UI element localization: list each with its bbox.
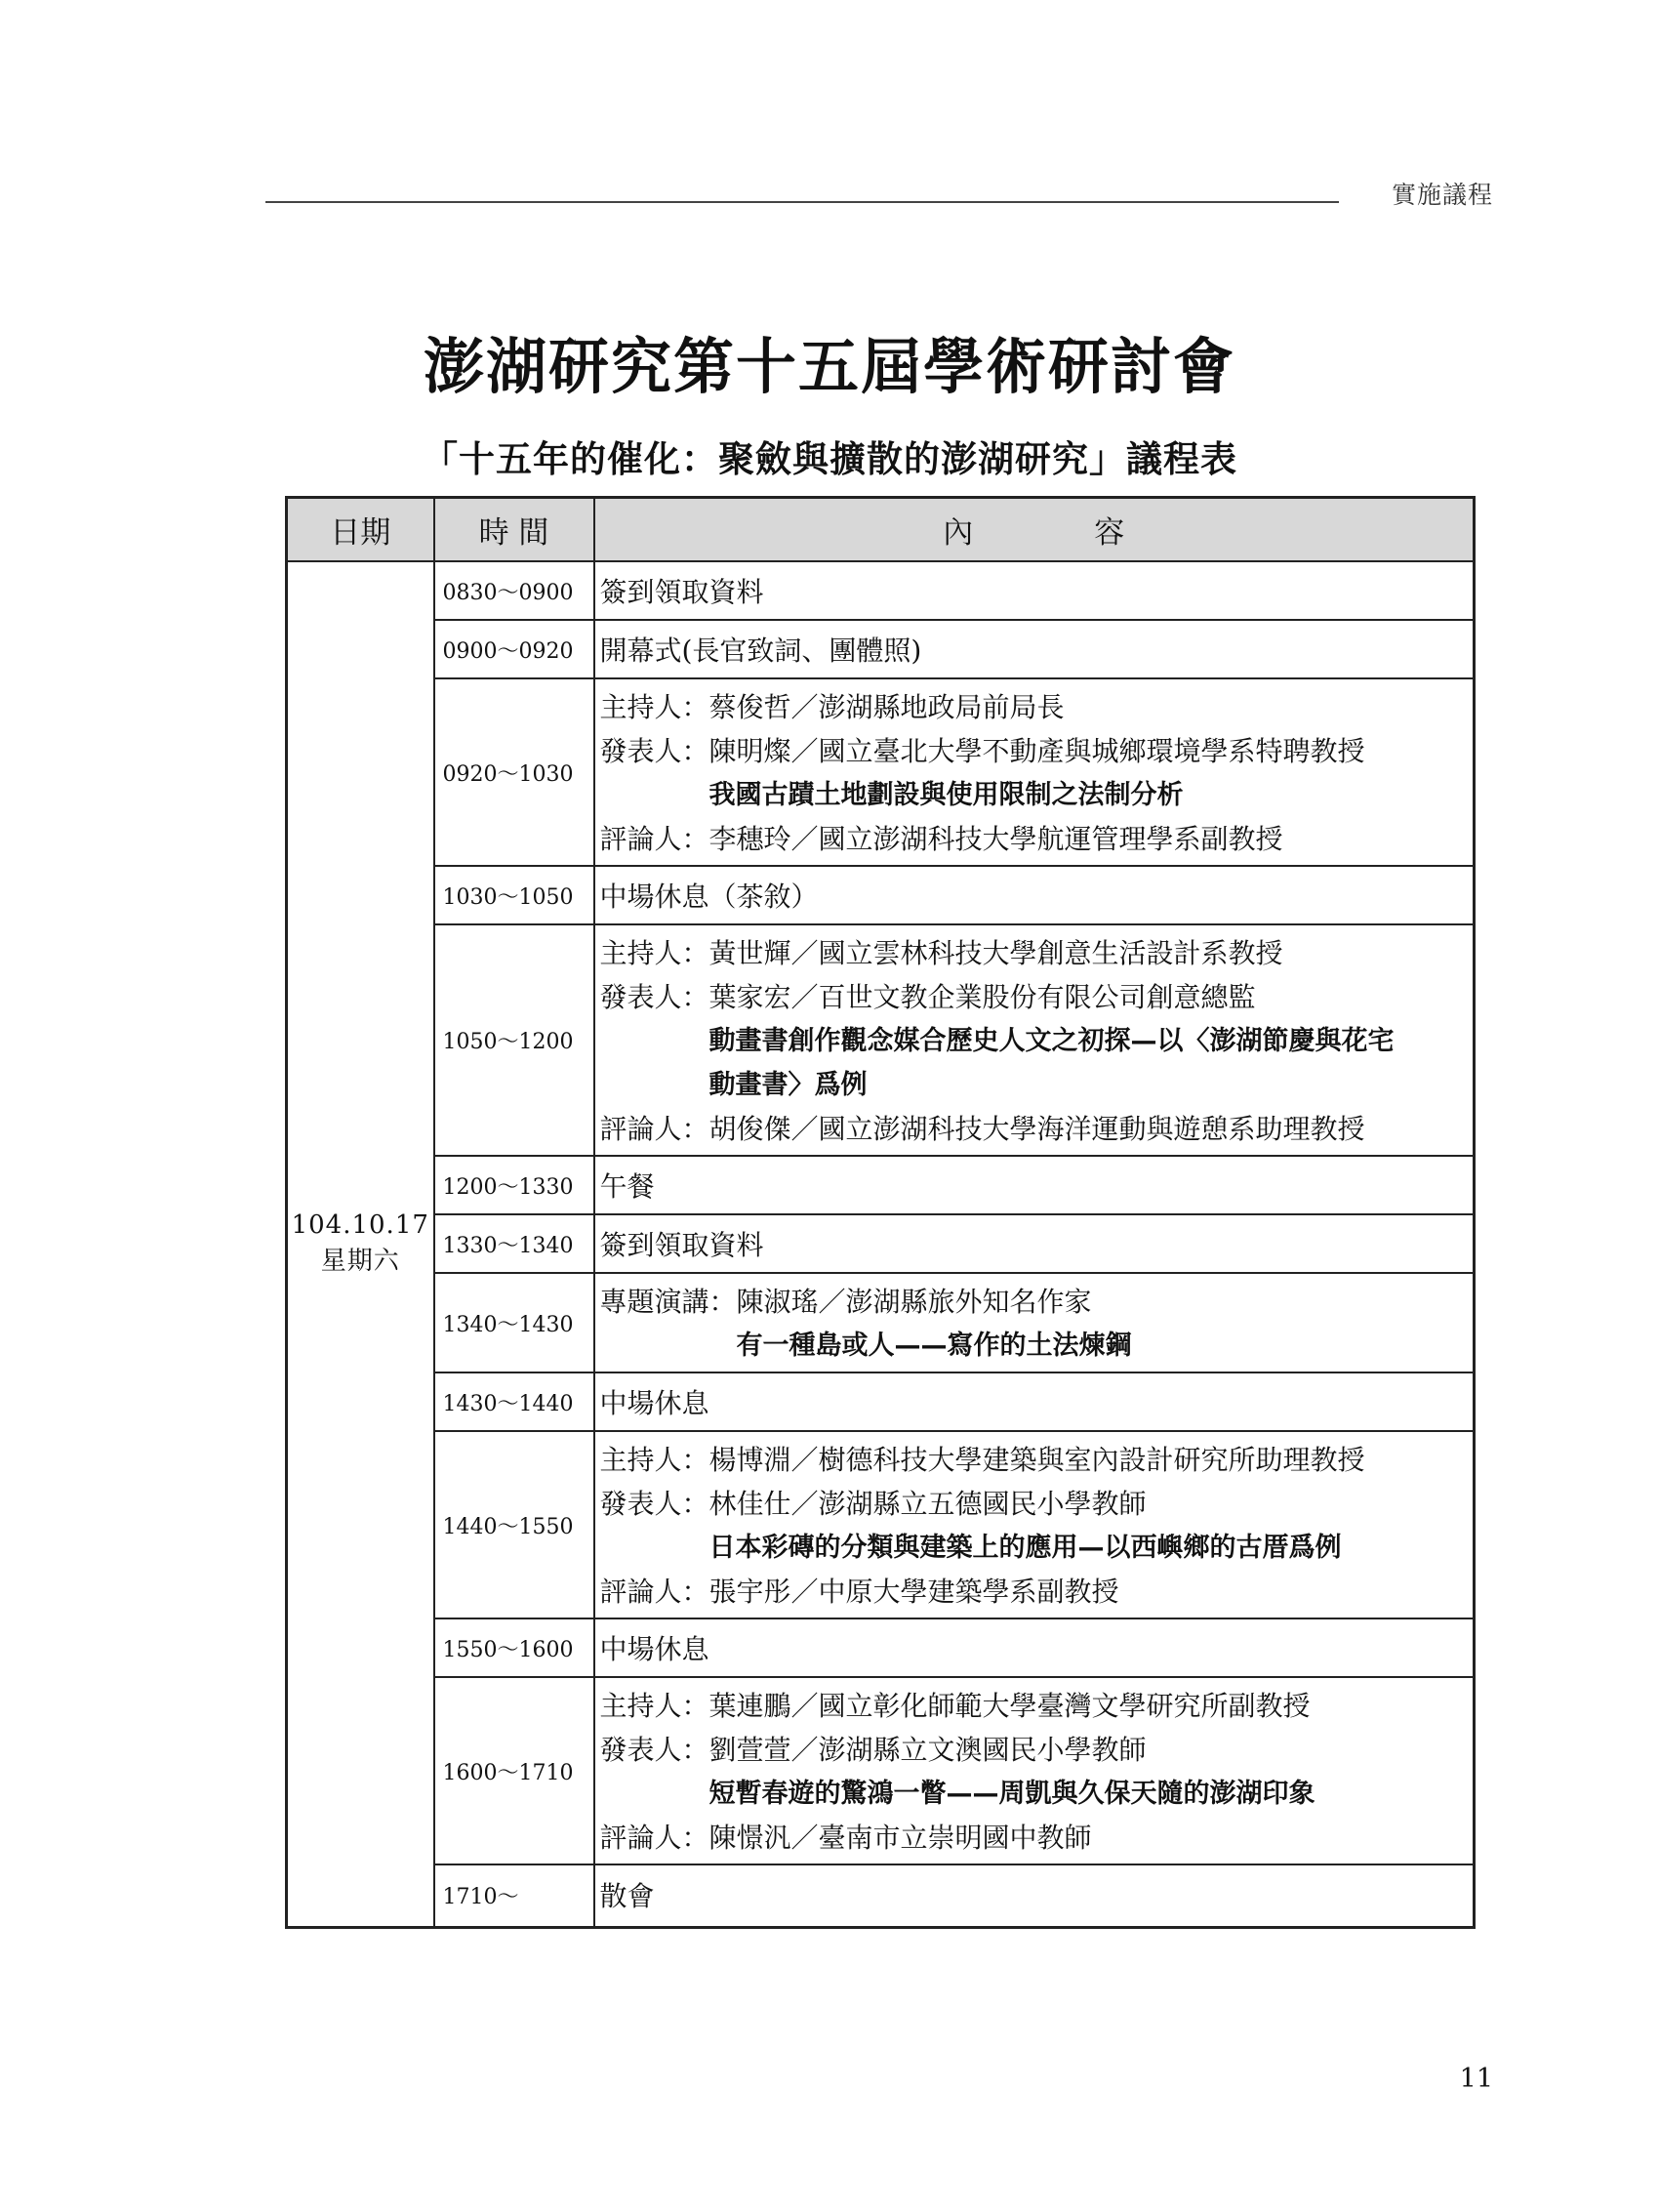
content-line: 主持人：楊博淵／樹德科技大學建築與室內設計研究所助理教授 bbox=[599, 1444, 1365, 1476]
header-content: 內 容 bbox=[594, 498, 1475, 562]
session-weekday: 星期六 bbox=[320, 1247, 400, 1277]
table-header-row bbox=[287, 498, 1475, 562]
content-cell bbox=[594, 1372, 1475, 1431]
page-title: 澎湖研究第十五屆學術研討會 bbox=[423, 331, 1235, 402]
time-cell: 1710～ bbox=[434, 1864, 594, 1927]
running-header: 實施議程 bbox=[1391, 181, 1493, 209]
table-row bbox=[287, 1618, 1475, 1677]
agenda-body bbox=[287, 561, 1475, 1927]
table-row bbox=[287, 1372, 1475, 1431]
content-cell bbox=[594, 1864, 1475, 1927]
content-cell bbox=[594, 1431, 1475, 1618]
content-cell bbox=[594, 1156, 1475, 1214]
talk-title: 短暫春遊的驚鴻一瞥——周凱與久保天隨的澎湖印象 bbox=[708, 1779, 1315, 1809]
time-cell: 1030～1050 bbox=[434, 866, 594, 924]
table-row bbox=[287, 561, 1475, 620]
content-line: 中場休息（茶敘） bbox=[599, 880, 819, 913]
talk-title: 日本彩磚的分類與建築上的應用—以西嶼鄉的古厝爲例 bbox=[708, 1533, 1342, 1563]
content-cell bbox=[594, 924, 1475, 1156]
time-cell: 1600～1710 bbox=[434, 1677, 594, 1864]
time-cell: 1340～1430 bbox=[434, 1273, 594, 1372]
time-cell: 1200～1330 bbox=[434, 1156, 594, 1214]
time-cell: 0830～0900 bbox=[434, 561, 594, 620]
time-cell: 1330～1340 bbox=[434, 1214, 594, 1273]
table-row bbox=[287, 1214, 1475, 1273]
table-row bbox=[287, 1677, 1475, 1864]
content-line: 發表人：葉家宏／百世文教企業股份有限公司創意總監 bbox=[599, 981, 1256, 1013]
content-cell bbox=[594, 866, 1475, 924]
content-cell bbox=[594, 1214, 1475, 1273]
date-cell bbox=[287, 561, 434, 1927]
content-cell bbox=[594, 620, 1475, 678]
content-cell bbox=[594, 1677, 1475, 1864]
content-line: 評論人：張宇彤／中原大學建築學系副教授 bbox=[599, 1576, 1119, 1608]
talk-title: 有一種島或人——寫作的土法煉鋼 bbox=[736, 1331, 1132, 1361]
table-row bbox=[287, 1156, 1475, 1214]
time-cell: 0900～0920 bbox=[434, 620, 594, 678]
time-cell: 1050～1200 bbox=[434, 924, 594, 1156]
content-line: 評論人：陳憬汎／臺南市立崇明國中教師 bbox=[599, 1822, 1092, 1854]
table-row bbox=[287, 1273, 1475, 1372]
table-row bbox=[287, 678, 1475, 866]
table-row bbox=[287, 866, 1475, 924]
table-row bbox=[287, 1864, 1475, 1927]
content-line: 主持人：黃世輝／國立雲林科技大學創意生活設計系教授 bbox=[599, 937, 1283, 969]
content-cell bbox=[594, 1618, 1475, 1677]
page-number: 11 bbox=[1459, 2064, 1493, 2094]
content-line: 簽到領取資料 bbox=[599, 1228, 764, 1261]
content-line: 主持人：蔡俊哲／澎湖縣地政局前局長 bbox=[599, 691, 1065, 723]
table-row bbox=[287, 924, 1475, 1156]
time-cell: 0920～1030 bbox=[434, 678, 594, 866]
content-line: 主持人：葉連鵬／國立彰化師範大學臺灣文學研究所副教授 bbox=[599, 1690, 1311, 1722]
talk-title: 動畫書創作觀念媒合歷史人文之初探—以〈澎湖節慶與花宅 bbox=[708, 1026, 1395, 1056]
session-date: 104.10.17 bbox=[291, 1209, 429, 1240]
content-line: 評論人：李穗玲／國立澎湖科技大學航運管理學系副教授 bbox=[599, 823, 1283, 855]
content-line: 開幕式(長官致詞、團體照) bbox=[599, 634, 922, 667]
talk-title: 我國古蹟土地劃設與使用限制之法制分析 bbox=[708, 780, 1184, 810]
page-subtitle: 「十五年的催化：聚斂與擴散的澎湖研究」議程表 bbox=[422, 438, 1237, 480]
content-cell bbox=[594, 1273, 1475, 1372]
content-line: 評論人：胡俊傑／國立澎湖科技大學海洋運動與遊憩系助理教授 bbox=[599, 1113, 1365, 1145]
content-line: 中場休息 bbox=[599, 1386, 709, 1419]
content-line: 中場休息 bbox=[599, 1632, 709, 1665]
table-row bbox=[287, 620, 1475, 678]
content-line: 散會 bbox=[599, 1880, 655, 1913]
content-line: 午餐 bbox=[599, 1169, 655, 1203]
table-row bbox=[287, 1431, 1475, 1618]
header-date: 日期 bbox=[287, 498, 434, 562]
time-cell: 1440～1550 bbox=[434, 1431, 594, 1618]
agenda-table bbox=[285, 496, 1476, 1929]
content-line: 發表人：劉萱萱／澎湖縣立文澳國民小學教師 bbox=[599, 1734, 1147, 1766]
time-cell: 1430～1440 bbox=[434, 1372, 594, 1431]
talk-title: 動畫書〉爲例 bbox=[708, 1070, 868, 1100]
time-cell: 1550～1600 bbox=[434, 1618, 594, 1677]
content-cell bbox=[594, 678, 1475, 866]
header-rule bbox=[265, 201, 1339, 203]
header-time: 時 間 bbox=[434, 498, 594, 562]
content-cell bbox=[594, 561, 1475, 620]
content-line: 發表人：林佳仕／澎湖縣立五德國民小學教師 bbox=[599, 1488, 1147, 1520]
content-line: 專題演講：陳淑瑤／澎湖縣旅外知名作家 bbox=[599, 1286, 1092, 1318]
content-line: 發表人：陳明燦／國立臺北大學不動產與城鄉環境學系特聘教授 bbox=[599, 735, 1365, 767]
content-line: 簽到領取資料 bbox=[599, 575, 764, 608]
